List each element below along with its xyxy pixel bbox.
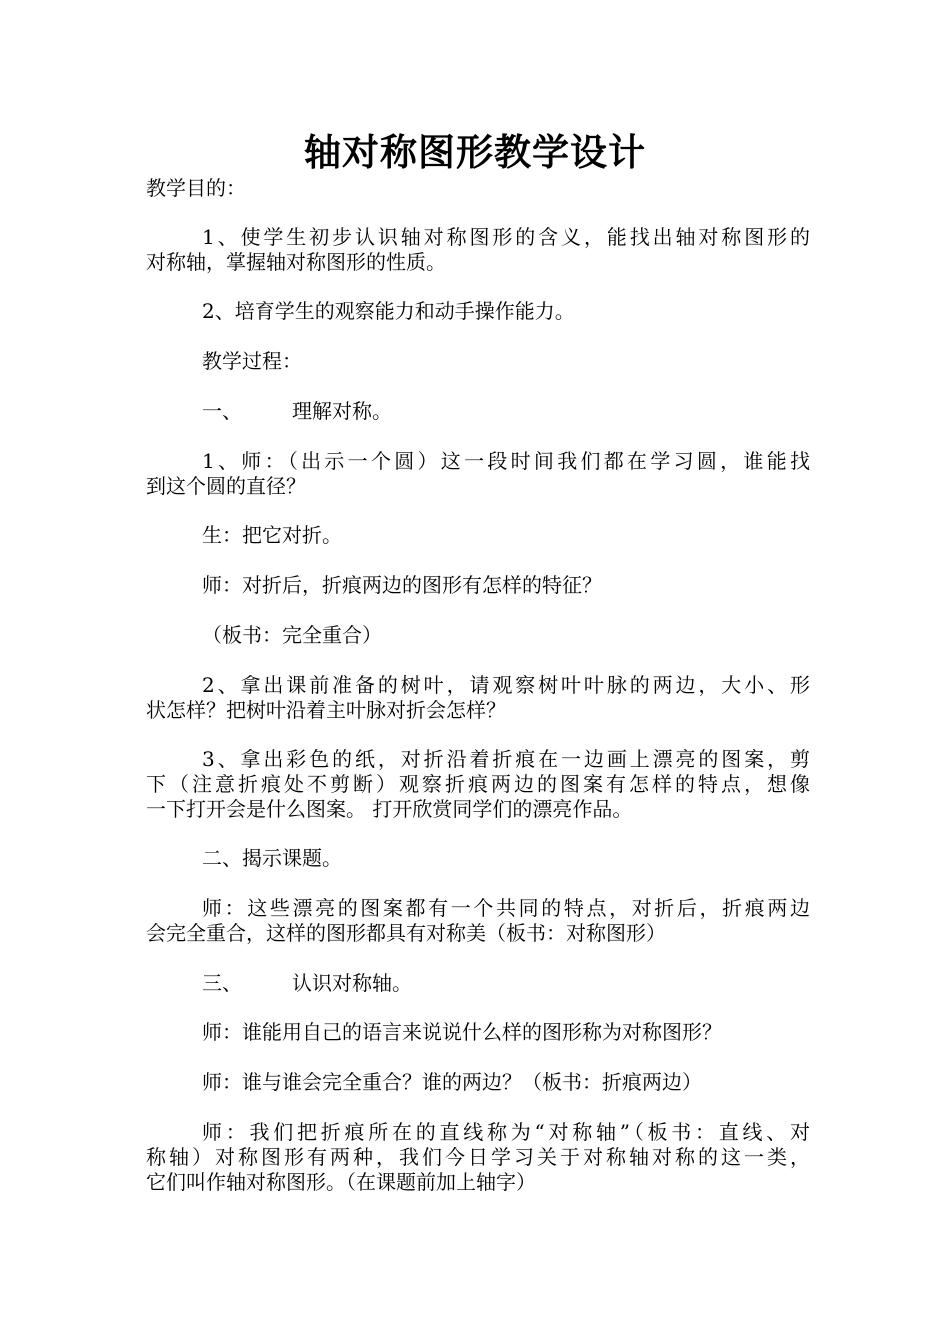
paragraph-line: 师：我们把折痕所在的直线称为“对称轴”（板书：直线、对 <box>202 1120 810 1144</box>
paragraph-line: 对称轴，掌握轴对称图形的性质。 <box>146 250 446 274</box>
paragraph-line: 生：把它对折。 <box>202 523 342 547</box>
paragraph-line: 2、培育学生的观察能力和动手操作能力。 <box>202 299 575 323</box>
paragraph-line: 3、拿出彩色的纸，对折沿着折痕在一边画上漂亮的图案，剪 <box>202 747 810 771</box>
document-title: 轴对称图形教学设计 <box>304 130 646 174</box>
paragraph-line: 师：对折后，折痕两边的图形有怎样的特征？ <box>202 573 602 597</box>
paragraph-line: 1、使学生初步认识轴对称图形的含义，能找出轴对称图形的 <box>202 225 810 249</box>
paragraph-line: 到这个圆的直径？ <box>146 474 306 498</box>
paragraph-line: 2、拿出课前准备的树叶，请观察树叶叶脉的两边，大小、形 <box>202 673 810 697</box>
paragraph-line: 下（注意折痕处不剪断）观察折痕两边的图案有怎样的特点，想像 <box>146 772 810 796</box>
paragraph-line: 它们叫作轴对称图形。（在课题前加上轴字） <box>146 1170 536 1194</box>
paragraph-line: 教学目的： <box>146 176 246 200</box>
paragraph-line: 二、揭示课题。 <box>202 846 342 870</box>
paragraph-line: 会完全重合，这样的图形都具有对称美（板书：对称图形） <box>146 921 666 945</box>
paragraph-line: （板书：完全重合） <box>202 623 382 647</box>
paragraph-line: 三、 认识对称轴。 <box>202 971 412 995</box>
paragraph-line: 一下打开会是什么图案。 打开欣赏同学们的漂亮作品。 <box>146 797 633 821</box>
paragraph-line: 师：谁与谁会完全重合？谁的两边？（板书：折痕两边） <box>202 1070 702 1094</box>
paragraph-line: 教学过程： <box>202 349 302 373</box>
paragraph-line: 称轴）对称图形有两种，我们今日学习关于对称轴对称的这一类， <box>146 1145 810 1169</box>
paragraph-line: 状怎样？把树叶沿着主叶脉对折会怎样？ <box>146 698 506 722</box>
paragraph-line: 师：谁能用自己的语言来说说什么样的图形称为对称图形？ <box>202 1020 722 1044</box>
paragraph-line: 一、 理解对称。 <box>202 399 392 423</box>
paragraph-line: 师：这些漂亮的图案都有一个共同的特点，对折后，折痕两边 <box>202 896 810 920</box>
paragraph-line: 1、师：（出示一个圆）这一段时间我们都在学习圆，谁能找 <box>202 449 810 473</box>
